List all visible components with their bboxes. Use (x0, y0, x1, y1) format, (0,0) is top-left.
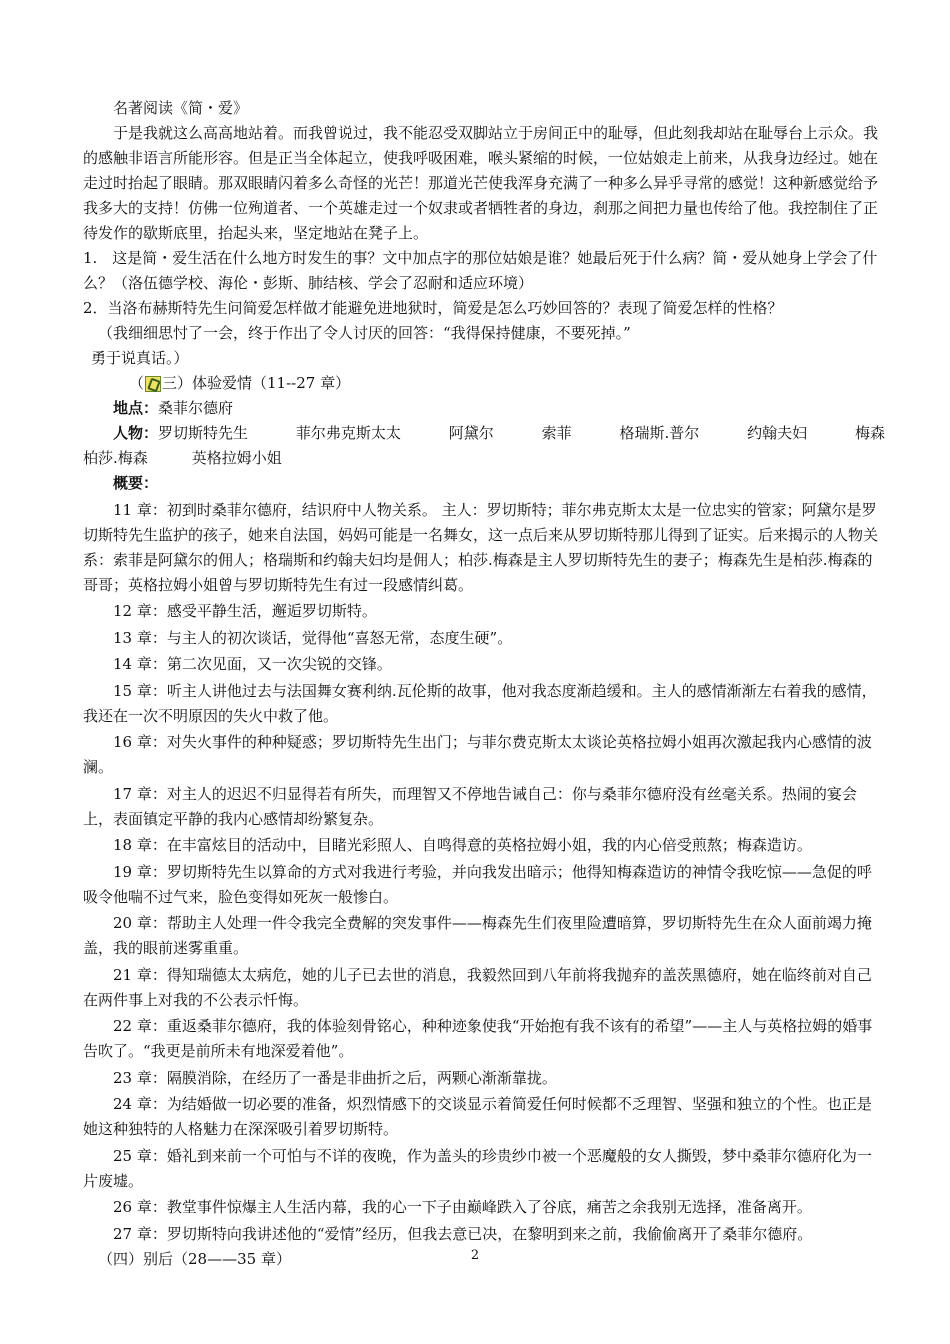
person-name: 英格拉姆小姐 (191, 449, 282, 467)
place-value: 桑菲尔德府 (158, 399, 234, 417)
place-label: 地点： (113, 399, 159, 417)
chapter-summary-23: 23 章：隔膜消除，在经历了一番是非曲折之后，两颗心渐渐靠拢。 (113, 1068, 557, 1087)
people-first (113, 421, 248, 446)
chapter-summary-24: 24 章：为结婚做一切必要的准备，炽烈情感下的交谈显示着简爱任何时候都不乏理智、坚强和独立的个性。也正是她这种独特的人格魅力在深深吸引着罗切斯特。 (83, 1095, 872, 1138)
chapter-summary-16: 16 章：对失火事件的种种疑惑；罗切斯特先生出门；与菲尔费克斯太太谈论英格拉姆小姐再次激起我内心感情的波澜。 (83, 733, 872, 776)
answer-2-line-2: 勇于说真话。） (91, 349, 189, 367)
section-3-heading (83, 371, 885, 396)
answer-2-line-1: （我细细思忖了一会，终于作出了令人讨厌的回答：“我得保持健康，不要死掉。” (98, 324, 631, 342)
summary-label: 概要： (113, 474, 159, 492)
person-name: 菲尔弗克斯太太 (295, 424, 401, 442)
question-2: 2．当洛布赫斯特先生问简爱怎样做才能避免进地狱时，简爱是怎么巧妙回答的？表现了简爱怎样的性格？ (83, 299, 783, 317)
question-1: 1. 这是简・爱生活在什么地方时发生的事？文中加点字的那位姑娘是谁？她最后死于什么病？简・爱从她身上学会了什么？（洛伍德学校、海伦・彭斯、肺结核、学会了忍耐和适应环境） (83, 249, 878, 292)
chapter-summary-26: 26 章：教堂事件惊爆主人生活内幕，我的心一下子由巅峰跌入了谷底，痛苦之余我别无选择，准备离开。 (113, 1198, 812, 1216)
chapter-summary-19: 19 章：罗切斯特先生以算命的方式对我进行考验，并向我发出暗示；他得知梅森造访的神情令我吃惊——急促的呼吸令他喘不过气来，脸色变得如死灰一般惨白。 (83, 862, 872, 906)
people-label: 人物： (113, 424, 159, 442)
chapter-summary-18: 18 章：在丰富炫目的活动中，目睹光彩照人、自鸣得意的英格拉姆小姐，我的内心倍受煎熬；梅森造访。 (113, 836, 812, 854)
section-4-heading: （四）别后（28——35 章） (98, 1249, 291, 1268)
reading-passage: 于是我就这么高高地站着。而我曾说过，我不能忍受双脚站立于房间正中的耻辱，但此刻我却站在耻辱台上示众。我的感触非语言所能形容。但是正当全体起立，使我呼吸困难，喉头紧缩的时候，一位姑娘走上前来，从我身边经过。她在走过时抬起了眼睛。那双眼睛闪着多么奇怪的光芒！那道光芒使我浑身充满了一种多么异乎寻常的感觉！这种新感觉给予我多大的支持！仿佛一位殉道者、一个英雄走过一个奴隶或者牺牲者的身边，刹那之间把力量也传给了他。我控制住了正待发作的歇斯底里，抬起头来，坚定地站在凳子上。 (83, 124, 879, 242)
chapter-summary-22: 22 章：重返桑菲尔德府，我的体验刻骨铭心，种种迹象使我“开始抱有我不该有的希望”——主人与英格拉姆的婚事告吹了。“我更是前所未有地深爱着他”。 (83, 1017, 873, 1060)
chapter-summary-12: 12 章：感受平静生活，邂逅罗切斯特。 (113, 602, 377, 620)
person-name: 格瑞斯.普尔 (619, 424, 700, 442)
document-title: 名著阅读《简・爱》 (113, 99, 249, 117)
chapter-summary-25: 25 章：婚礼到来前一个可怕与不详的夜晚，作为盖头的珍贵纱巾被一个恶魔般的女人撕毁，梦中桑菲尔德府化为一片废墟。 (83, 1146, 872, 1190)
chapter-summary-11: 11 章：初到时桑菲尔德府，结识府中人物关系。 主人：罗切斯特；菲尔弗克斯太太是一位忠实的管家；阿黛尔是罗切斯特先生监护的孩子，她来自法国，妈妈可能是一名舞女，这一点后来从罗切斯特那儿得到了证实。后来揭示的人物关系：索菲是阿黛尔的佣人；格瑞斯和约翰夫妇均是佣人；柏莎.梅森是主人罗切斯特先生的妻子；梅森先生是柏莎.梅森的哥哥；英格拉姆小姐曾与罗切斯特先生有过一段感情纠葛。 (83, 500, 879, 594)
person-name: 约翰夫妇 (747, 424, 808, 442)
chapter-summary-17: 17 章：对主人的迟迟不归显得若有所失，而理智又不停地告诫自己：你与桑菲尔德府没有丝毫关系。热闹的宴会上，表面镇定平静的我内心感情却纷繁复杂。 (83, 784, 857, 828)
page-number: 2 (470, 1248, 480, 1263)
person-name: 索菲 (541, 424, 572, 442)
person-name: 罗切斯特先生 (158, 424, 249, 442)
chapter-summary-14: 14 章：第二次见面，又一次尖锐的交锋。 (113, 655, 392, 673)
document-body (83, 96, 885, 1272)
section-3-title: 三）体验爱情（11--27 章） (162, 374, 351, 392)
person-name: 阿黛尔 (448, 424, 494, 442)
person-name: 梅森 (854, 424, 885, 442)
people-row-2 (83, 446, 885, 471)
chapter-summary-15: 15 章：听主人讲他过去与法国舞女赛利纳.瓦伦斯的故事，他对我态度渐趋缓和。主人的感情渐渐左右着我的感情，我还在一次不明原因的失火中救了他。 (83, 681, 877, 725)
people-row-1 (83, 421, 885, 446)
place-line (83, 396, 885, 421)
chapter-summary-27: 27 章：罗切斯特向我讲述他的“爱情”经历，但我去意已决，在黎明到来之前，我偷偷离开了桑菲尔德府。 (113, 1224, 813, 1243)
chapter-summary-13: 13 章：与主人的初次谈话，觉得他“喜怒无常，态度生硬”。 (113, 628, 513, 647)
person-name: 柏莎.梅森 (83, 449, 148, 467)
chapter-summary-21: 21 章：得知瑞德太太病危，她的儿子已去世的消息，我毅然回到八年前将我抛弃的盖茨黑德府，她在临终前对自己在两件事上对我的不公表示忏悔。 (83, 965, 872, 1009)
edit-icon (145, 376, 161, 392)
section-3-prefix: （ (129, 374, 145, 392)
chapter-summary-20: 20 章：帮助主人处理一件令我完全费解的突发事件——梅森先生们夜里险遭暗算，罗切斯特先生在众人面前竭力掩盖，我的眼前迷雾重重。 (83, 914, 872, 957)
